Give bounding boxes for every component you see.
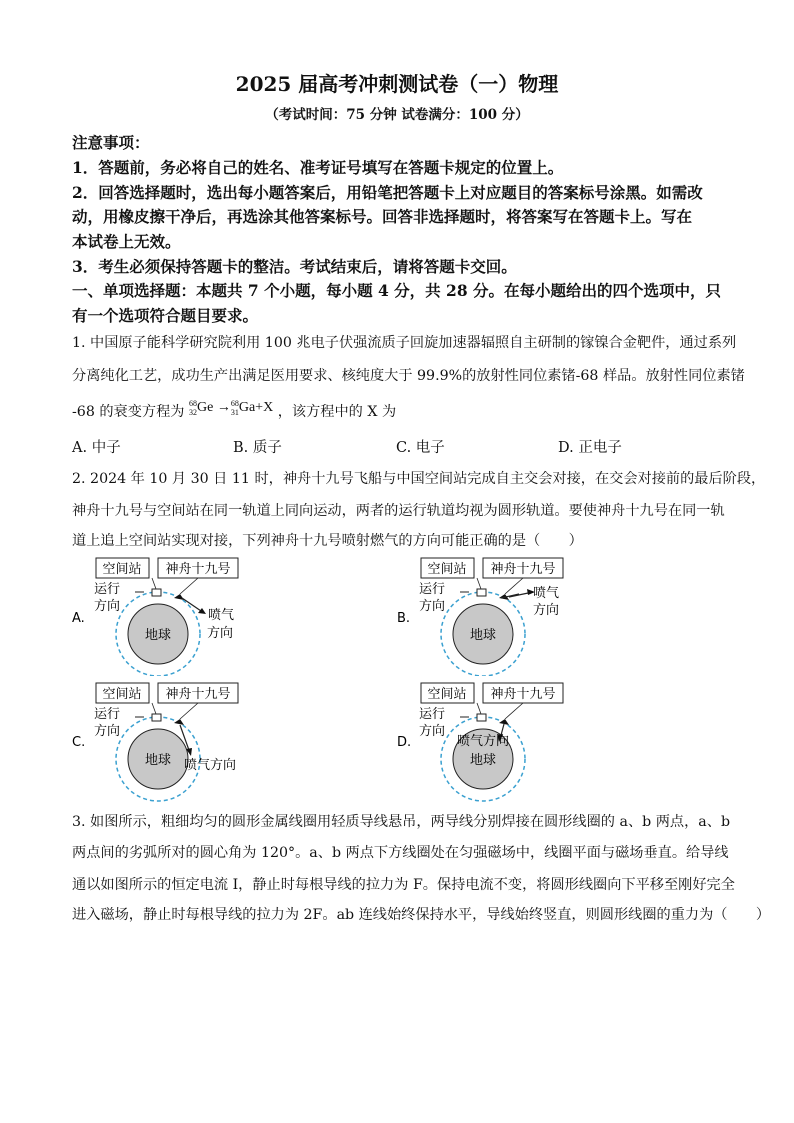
q1-option-a: A. 中子: [72, 440, 121, 456]
q2-text: 2. 2024 年 10 月 30 日 11 时，神舟十九号飞船与中国空间站完成自主交会对接，在交会对接前的最后阶段，: [72, 471, 766, 487]
note-item: 动，用橡皮擦干净后，再选涂其他答案标号。回答非选择题时，将答案写在答题卡上。写在: [72, 207, 693, 226]
earth-label: 地球: [469, 628, 497, 643]
section-heading: 一、单项选择题：本题共 7 个小题，每小题 4 分，共 28 分。在每小题给出的四个选项中，只: [72, 281, 722, 300]
note-item: 2．回答选择题时，选出每小题答案后，用铅笔把答题卡上对应题目的答案标号涂黑。如需改: [72, 183, 703, 202]
option-d-letter: D.: [397, 735, 412, 750]
svg-text:运行: 运行: [419, 707, 446, 722]
svg-text:方向: 方向: [207, 626, 234, 641]
station-icon: [152, 589, 161, 596]
svg-text:运行: 运行: [419, 582, 446, 597]
station-label: 空间站: [427, 687, 467, 702]
svg-text:喷气: 喷气: [208, 608, 235, 623]
section-heading-cont: 有一个选项符合题目要求。: [72, 306, 259, 325]
svg-text:运行: 运行: [94, 707, 121, 722]
station-icon: [477, 589, 486, 596]
q1-option-d: D. 正电子: [558, 440, 622, 456]
notes-heading: 注意事项：: [72, 133, 150, 152]
ship-label: 神舟十九号: [165, 687, 231, 702]
svg-text:方向: 方向: [533, 603, 560, 618]
svg-text:喷气: 喷气: [533, 586, 560, 601]
option-b-figure: [397, 556, 607, 676]
svg-text:方向: 方向: [94, 724, 121, 739]
q3-text: 3. 如图所示，粗细均匀的圆形金属线圈用轻质导线悬吊，两导线分别焊接在圆形线圈的 a、b 两点，a、b: [72, 814, 731, 830]
ship-label: 神舟十九号: [490, 687, 556, 702]
earth-label: 地球: [144, 753, 172, 768]
q1-text: -68 的衰变方程为 68 32 Ge → 68 31 Ga+X ，该方程中的 X 为: [72, 399, 397, 420]
q3-text: 两点间的劣弧所对的圆心角为 120°。a、b 两点下方线圈处在匀强磁场中，线圈平面与磁场垂直。给导线: [72, 845, 729, 861]
page-title: 2025 届高考冲刺测试卷（一）物理: [235, 72, 559, 96]
svg-text:喷气方向: 喷气方向: [184, 758, 237, 773]
option-a-letter: A.: [72, 611, 85, 626]
svg-text:方向: 方向: [94, 599, 121, 614]
station-icon: [477, 714, 486, 721]
q1-text: 1. 中国原子能科学研究院利用 100 兆电子伏强流质子回旋加速器辐照自主研制的镓镍合金靶件，通过系列: [72, 335, 737, 351]
svg-text:方向: 方向: [419, 724, 446, 739]
decay-equation: 68 32 Ge → 68 31 Ga+X: [189, 399, 274, 417]
ship-label: 神舟十九号: [490, 562, 556, 577]
station-label: 空间站: [102, 562, 142, 577]
option-c-figure: [72, 681, 282, 805]
q2-text: 神舟十九号与空间站在同一轨道上同向运动，两者的运行轨道均视为圆形轨道。要使神舟十九号在同一轨: [72, 503, 725, 519]
svg-text:喷气方向: 喷气方向: [457, 734, 510, 749]
earth-label: 地球: [144, 628, 172, 643]
q2-text: 道上追上空间站实现对接，下列神舟十九号喷射燃气的方向可能正确的是（ ）: [72, 533, 583, 549]
note-item: 本试卷上无效。: [72, 232, 181, 251]
option-d-figure: [397, 681, 607, 805]
option-b-letter: B.: [397, 611, 411, 626]
q1-text: 分离纯化工艺，成功生产出满足医用要求、核纯度大于 99.9%的放射性同位素锗-68 样品。放射性同位素锗: [72, 368, 745, 384]
option-c-letter: C.: [72, 735, 86, 750]
station-label: 空间站: [102, 687, 142, 702]
note-item: 3．考生必须保持答题卡的整洁。考试结束后，请将答题卡交回。: [72, 257, 517, 276]
q1-option-b: B. 质子: [233, 440, 282, 456]
option-a-figure: [72, 556, 282, 676]
note-item: 1．答题前，务必将自己的姓名、准考证号填写在答题卡规定的位置上。: [72, 158, 564, 177]
station-icon: [152, 714, 161, 721]
svg-text:方向: 方向: [419, 599, 446, 614]
earth-label: 地球: [469, 753, 497, 768]
ship-label: 神舟十九号: [165, 562, 231, 577]
q1-option-c: C. 电子: [396, 440, 445, 456]
exam-info: （考试时间：75 分钟 试卷满分：100 分）: [265, 107, 529, 123]
svg-text:运行: 运行: [94, 582, 121, 597]
q3-text: 通以如图所示的恒定电流 I，静止时每根导线的拉力为 F。保持电流不变，将圆形线圈向下平移至刚好完全: [72, 877, 735, 893]
ship-icon: [174, 594, 184, 600]
ship-icon: [174, 719, 184, 725]
station-label: 空间站: [427, 562, 467, 577]
q3-text: 进入磁场，静止时每根导线的拉力为 2F。ab 连线始终保持水平，导线始终竖直，则圆形线圈的重力为（ ）: [72, 907, 771, 923]
